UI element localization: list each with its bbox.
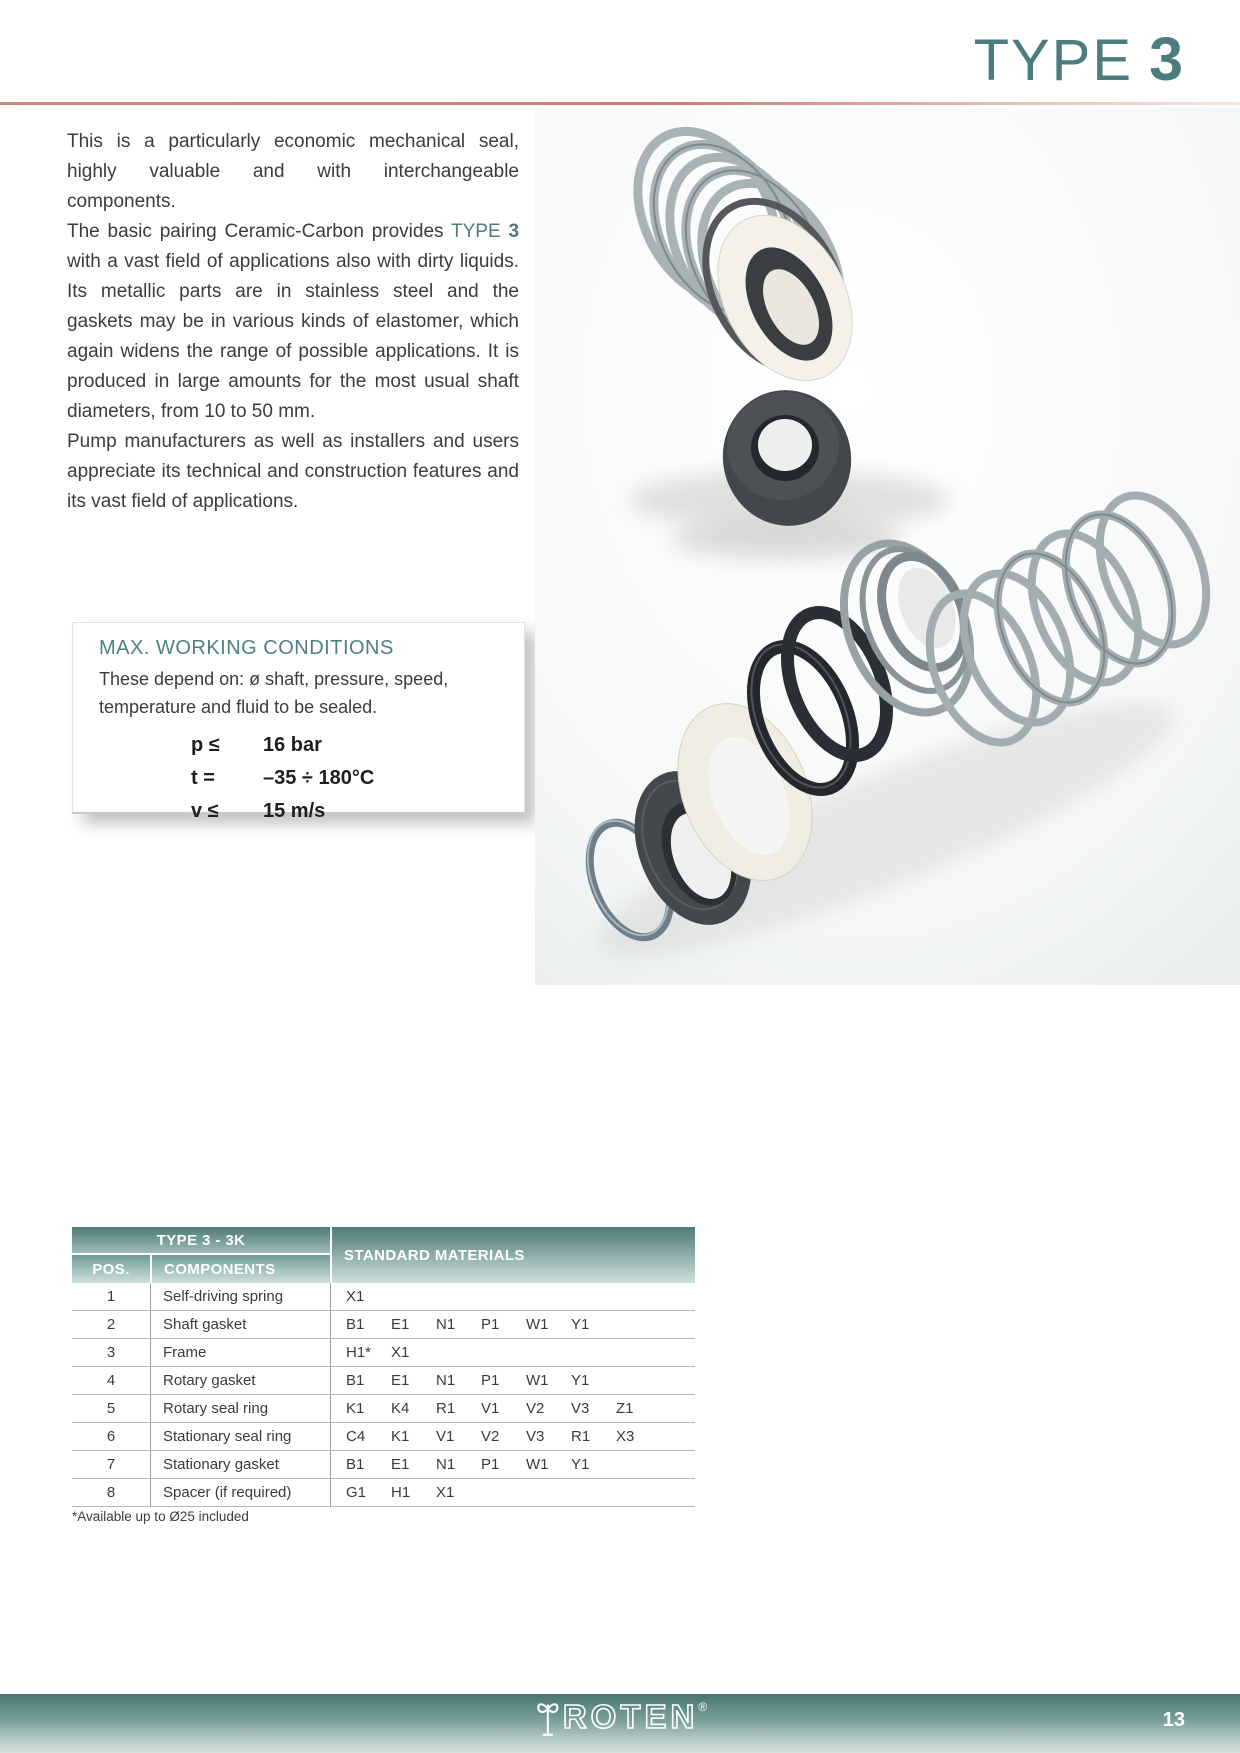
pos-cell: 3: [72, 1339, 151, 1366]
pos-header-label: POS.: [92, 1260, 130, 1278]
material-code: H1*: [346, 1344, 372, 1361]
table-subheader: [72, 1255, 330, 1283]
limit-symbol: t =: [191, 767, 215, 789]
material-code: V3: [571, 1400, 590, 1417]
intro-paragraph-3: Pump manufacturers as well as installers and users appreciate its technical and construction features and its vast field of applications.: [67, 431, 519, 512]
material-code: X1: [346, 1288, 365, 1305]
table-body: [72, 1283, 695, 1507]
material-code: V3: [526, 1428, 545, 1445]
material-code: Z1: [616, 1400, 634, 1417]
roten-symbol-icon: [533, 1699, 563, 1739]
component-cell: Stationary gasket: [151, 1451, 331, 1478]
material-code: E1: [391, 1456, 410, 1473]
pos-cell: 4: [72, 1367, 151, 1394]
pos-cell: 5: [72, 1395, 151, 1422]
materials-table: [72, 1227, 695, 1507]
material-code: R1: [571, 1428, 591, 1445]
page-title-number: 3: [1149, 25, 1183, 93]
table-row: [72, 1479, 695, 1507]
material-code: X3: [616, 1428, 635, 1445]
component-cell: Spacer (if required): [151, 1479, 331, 1506]
component-cell: Self-driving spring: [151, 1283, 331, 1310]
pos-cell: 6: [72, 1423, 151, 1450]
material-code: G1: [346, 1484, 367, 1501]
table-row: [72, 1395, 695, 1423]
seat-hole: [758, 419, 812, 471]
table-row: [72, 1423, 695, 1451]
material-code: V1: [436, 1428, 455, 1445]
material-code: P1: [481, 1372, 500, 1389]
table-row: [72, 1367, 695, 1395]
pos-cell: 1: [72, 1283, 151, 1310]
conditions-limits: [191, 729, 524, 828]
material-code: B1: [346, 1316, 365, 1333]
table-header: [72, 1227, 695, 1283]
materials-header-label: STANDARD MATERIALS: [344, 1246, 525, 1264]
table-row: [72, 1451, 695, 1479]
component-cell: Stationary seal ring: [151, 1423, 331, 1450]
material-code: X1: [391, 1344, 410, 1361]
footer-bar: [0, 1694, 1240, 1753]
materials-cell: [331, 1395, 695, 1422]
material-code: P1: [481, 1456, 500, 1473]
material-code: Y1: [571, 1316, 590, 1333]
table-row: [72, 1311, 695, 1339]
limit-row-velocity: [191, 795, 524, 828]
type-highlight: TYPE: [451, 221, 509, 242]
limit-value: –35 ÷ 180°C: [263, 767, 375, 789]
material-code: C4: [346, 1428, 366, 1445]
material-code: H1: [391, 1484, 411, 1501]
table-row: [72, 1339, 695, 1367]
component-cell: Rotary gasket: [151, 1367, 331, 1394]
pos-column-header: [72, 1255, 150, 1283]
materials-cell: [331, 1339, 695, 1366]
material-code: W1: [526, 1456, 549, 1473]
material-code: B1: [346, 1372, 365, 1389]
pos-cell: 7: [72, 1451, 151, 1478]
component-cell: Shaft gasket: [151, 1311, 331, 1338]
material-code: V1: [481, 1400, 500, 1417]
component-cell: Frame: [151, 1339, 331, 1366]
material-code: X1: [436, 1484, 455, 1501]
intro-paragraph-2: [67, 217, 519, 427]
intro-text: [67, 127, 519, 517]
intro-paragraph-1: This is a particularly economic mechanical seal, highly valuable and with interchangeable components.: [67, 131, 519, 212]
group-header-label: TYPE 3 - 3K: [156, 1231, 246, 1249]
components-header-label: COMPONENTS: [164, 1260, 276, 1278]
table-group-header: [72, 1227, 330, 1253]
type-number-highlight: 3: [508, 221, 520, 242]
material-code: E1: [391, 1316, 410, 1333]
limit-row-pressure: [191, 729, 524, 762]
material-code: Y1: [571, 1372, 590, 1389]
table-header-left: [72, 1227, 330, 1283]
material-code: W1: [526, 1316, 549, 1333]
component-cell: Rotary seal ring: [151, 1395, 331, 1422]
materials-cell: [331, 1311, 695, 1338]
intro-p2-after: with a vast field of applications also with dirty liquids. Its metallic parts are in stainless steel and the gaskets may be in various kinds of elastomer, which again widens the range of possible applications. It is produced in large amounts for the most usual shaft diameters, from 10 to 50 mm.: [67, 251, 519, 422]
material-code: K1: [391, 1428, 410, 1445]
product-photo: [535, 108, 1240, 985]
materials-column-header: [332, 1227, 695, 1283]
brand-logo: [533, 1699, 707, 1739]
conditions-description: These depend on: ø shaft, pressure, speed, temperature and fluid to be sealed.: [99, 669, 449, 717]
page-title-text: TYPE: [973, 28, 1134, 93]
materials-cell: [331, 1423, 695, 1450]
page-title: [974, 24, 1183, 94]
material-code: N1: [436, 1456, 456, 1473]
material-code: E1: [391, 1372, 410, 1389]
conditions-title: MAX. WORKING CONDITIONS: [99, 637, 394, 659]
limit-symbol: p ≤: [191, 734, 220, 756]
table-footnote: *Available up to Ø25 included: [72, 1509, 249, 1524]
max-working-conditions-box: [72, 622, 525, 822]
components-column-header: [152, 1255, 330, 1283]
registered-mark: ®: [698, 1700, 708, 1714]
materials-cell: [331, 1451, 695, 1478]
limit-symbol: v ≤: [191, 800, 219, 822]
table-row: [72, 1283, 695, 1311]
brand-name: ROTEN: [562, 1698, 699, 1735]
title-divider: [0, 102, 1240, 105]
intro-p2-before: The basic pairing Ceramic-Carbon provides: [67, 221, 451, 242]
pos-cell: 8: [72, 1479, 151, 1506]
material-code: V2: [481, 1428, 500, 1445]
material-code: K1: [346, 1400, 365, 1417]
limit-value: 16 bar: [263, 734, 322, 756]
material-code: K4: [391, 1400, 410, 1417]
page-number: 13: [1162, 1709, 1185, 1731]
materials-cell: [331, 1367, 695, 1394]
material-code: N1: [436, 1372, 456, 1389]
material-code: B1: [346, 1456, 365, 1473]
material-code: P1: [481, 1316, 500, 1333]
material-code: R1: [436, 1400, 456, 1417]
materials-cell: [331, 1479, 695, 1506]
material-code: N1: [436, 1316, 456, 1333]
material-code: Y1: [571, 1456, 590, 1473]
limit-value: 15 m/s: [263, 800, 326, 822]
material-code: W1: [526, 1372, 549, 1389]
limit-row-temperature: [191, 762, 524, 795]
materials-cell: [331, 1283, 695, 1310]
pos-cell: 2: [72, 1311, 151, 1338]
material-code: V2: [526, 1400, 545, 1417]
